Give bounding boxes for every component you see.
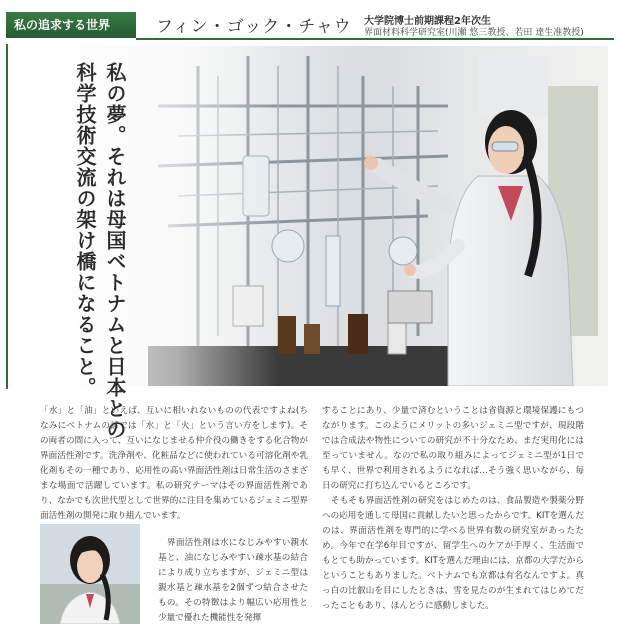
section-tag: 私の追求する世界	[6, 12, 136, 38]
paragraph-benefits: することにあり、少量で済むということは省資源と環境保護にもつながります。このようにメリットの多いジェミニ型ですが、現段階では合成法や物性についての研究が不十分なため、まだ実用化には至っていません。なので私の取り組みによってジェミニ型が1日でも早く、世界で利用されるようになれば…そう強く思いながら、毎日の研究に打ち込んでいるところです。	[322, 406, 584, 491]
header-divider	[136, 38, 614, 40]
paragraph-intro: 「水」と「油」といえば、互いに相いれないものの代表ですよね(ちなみにベトナムの諺では「水」と「火」という言い方をします)。その両者の間に入って、互いになじませる仲介役の働きをする化合物が界面活性剤です。洗浄剤や、化粧品などに使われている可溶化剤や乳化剤もその一種であり、応用性の高い界面活性剤は日常生活のさまざまな場面で活躍しています。私の研究テーマはその界面活性剤であり、なかでも次世代型として世界的に注目を集めているジェミニ型界面活性剤の開発に取り組んでいます。	[40, 406, 308, 521]
paragraph-gemini: 界面活性剤は水になじみやすい親水基と、油になじみやすい疎水基の結合により成り立ちますが、ジェミニ型は親水基と疎水基を2個ずつ結合させたもの。その特徴はより幅広い応用性と少量で優れた機能性を発揮	[158, 538, 308, 623]
article-left-intro	[40, 404, 308, 524]
article-left-column	[158, 536, 308, 626]
affiliation-program: 大学院博士前期課程2年次生	[364, 16, 491, 27]
headline-line-1: 私の夢。それは母国ベトナムと日本との	[103, 62, 127, 440]
portrait-photo	[40, 524, 140, 624]
laboratory-photo	[8, 46, 608, 386]
article-right-column	[322, 404, 584, 614]
article-header	[6, 8, 614, 44]
affiliation-lab: 界面材料科学研究室(川瀬 悠三教授、若田 達生准教授)	[364, 28, 584, 38]
student-name: フィン・ゴック・チャウ	[156, 17, 352, 37]
headline-line-2: 科学技術交流の架け橋になること。	[73, 62, 97, 398]
paragraph-motivation: そもそも界面活性剤の研究をはじめたのは、食品製造や製薬分野への応用を通して母国に貢献したいと思ったからです。KITを選んだのは、界面活性剤を専門的に学べる世界有数の研究室があったため。今年で在学6年目ですが、留学生へのケアが手厚く、生活面でもとても助かっています。KITを選んだ理由には、京都の大学だからということもありました。ベトナムでも京都は有名なんですよ。真っ白の比叡山を目にしたときは、雪を見たのが生まれてはじめてだったこともあり、ほんとうに感動しました。	[322, 496, 584, 611]
